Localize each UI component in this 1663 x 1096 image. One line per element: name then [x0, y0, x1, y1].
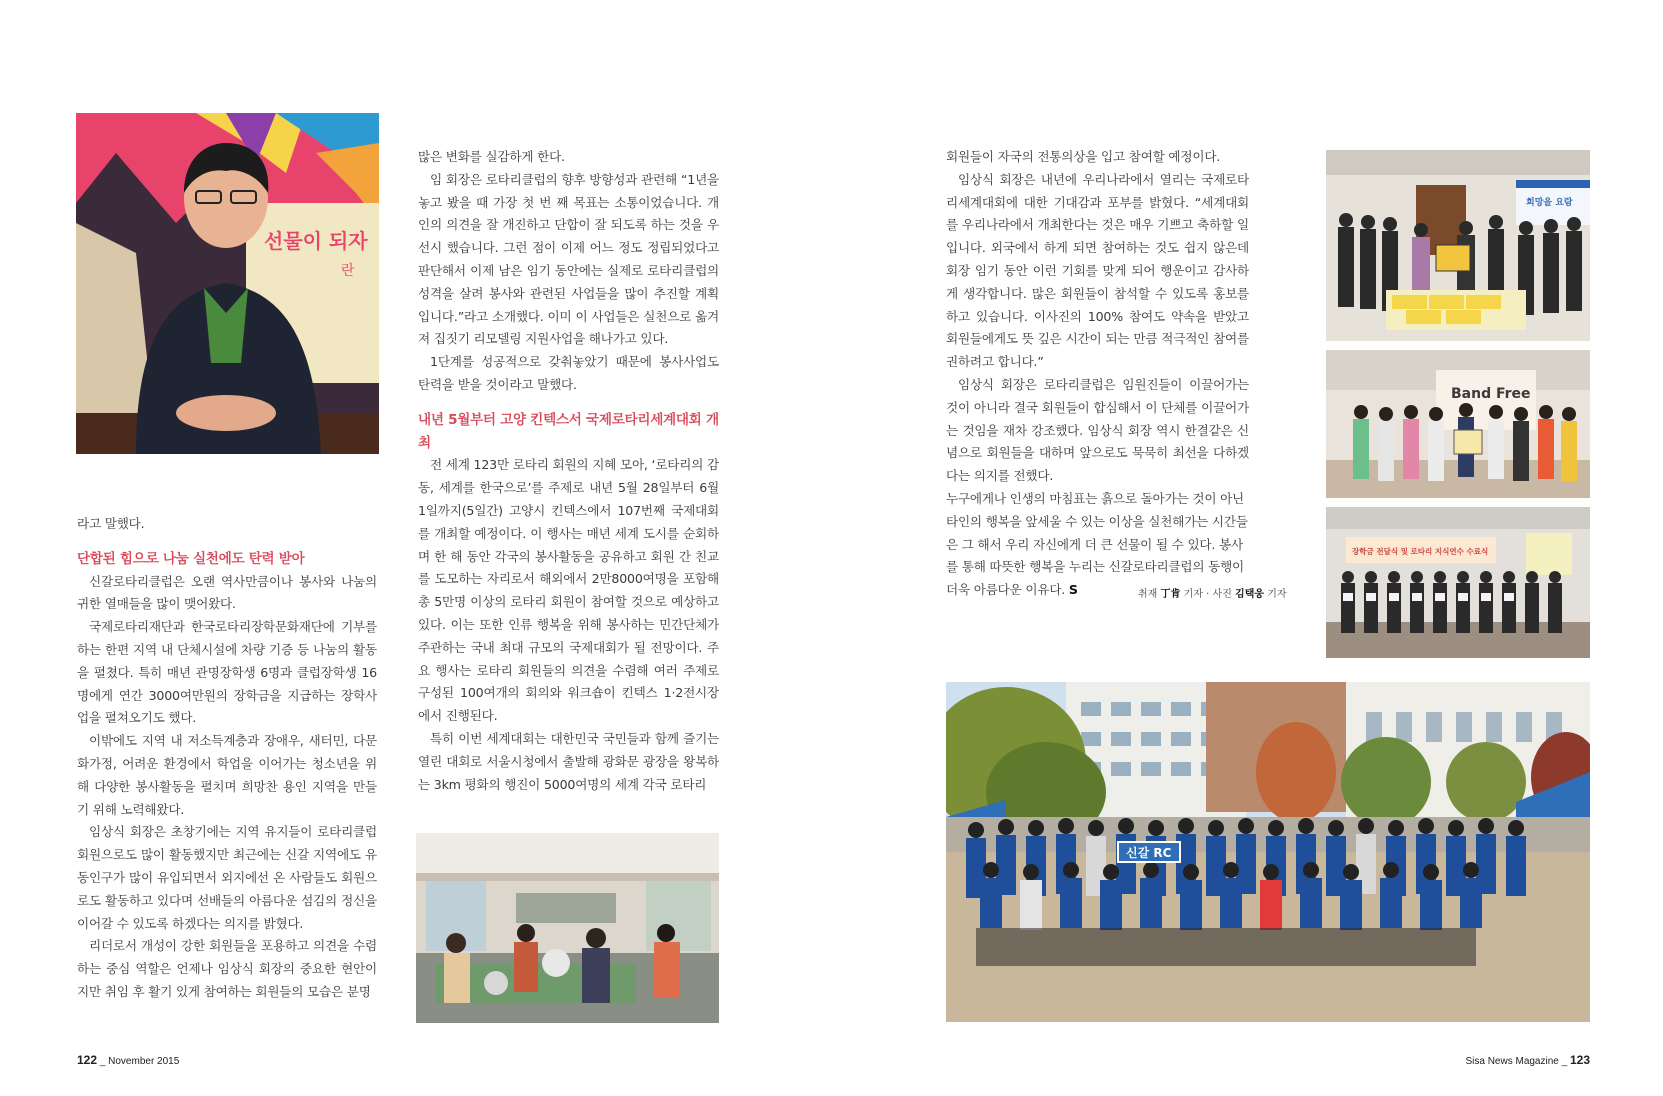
paragraph: 임 회장은 로타리클럽의 향후 방향성과 관련해 “1년을 놓고 봤을 때 가장 첫 번 째 목표는 소통이었습니다. 개인의 의견을 잘 개진하고 단합이 잘 되도록 하는 것을 우선시 했습니다. 그런 점이 이제 어느 정도 정립되었다고 판단해서 이제 남은 임기 동안에는 실제로 로타리클럽의 성격을 살려 봉사와 관련된 사업들을 많이 추진할 계획입니다.”라고 소개했다. 이미 이 사업들은 실천으로 옮겨져 집짓기 리모델링 지원사업을 해나가고 있다.: [418, 171, 719, 347]
footer-right-text: Sisa News Magazine _: [1465, 1056, 1570, 1067]
article-column-left: [77, 513, 377, 1004]
credit-suffix: 기자: [1264, 589, 1287, 600]
band-free-banner: Band Free: [1451, 386, 1531, 402]
banner-text: 희망을 요람: [1526, 198, 1573, 208]
sign-text: 선물이 되자: [264, 229, 368, 253]
paragraph: 신갈로타리클럽은 오랜 역사만큼이나 봉사와 나눔의 귀한 열매들을 많이 맺어왔다.: [77, 573, 377, 612]
paragraph: 리더로서 개성이 강한 회원들을 포용하고 의견을 수렴하는 중심 역할은 언제나 임상식 회장의 중요한 현안이지만 취임 후 활기 있게 참여하는 회원들의 모습은 분명: [77, 938, 377, 999]
page-number-left: 122: [77, 1053, 98, 1067]
paragraph: 임상식 회장은 로타리클럽은 임원진들이 이끌어가는 것이 아니라 결국 회원들이 합심해서 이 단체를 이끌어가는 것임을 재차 강조했다. 임상식 회장 역시 한결같은 신념으로 회원들을 대하며 앞으로도 묵묵히 최선을 다하겠다는 의지를 전했다.: [946, 376, 1249, 484]
donation-ceremony-photo: [1326, 150, 1590, 341]
portrait-photo: [76, 113, 379, 454]
paragraph: 임상식 회장은 초창기에는 지역 유지들이 로타리클럽 회원으로도 많이 활동했지만 최근에는 신갈 지역에도 유동인구가 많이 유입되면서 외지에선 온 사람들도 회원으로도 활동하고 있다며 선배들의 아름다운 섬김의 정신을 이어갈 수 있도록 하겠다는 의지를 밝혔다.: [77, 824, 377, 931]
credit-mid: 기자 · 사진: [1180, 589, 1236, 600]
group-photo: [946, 682, 1590, 1022]
footer-left-text: _ November 2015: [97, 1056, 180, 1067]
article-column-right: [946, 146, 1249, 602]
credit-prefix: 취재: [1138, 589, 1161, 600]
paragraph: 회원들이 자국의 전통의상을 입고 참여할 예정이다.: [946, 149, 1221, 164]
footer-left: [77, 1053, 179, 1067]
section-heading-convention: 내년 5월부터 고양 킨텍스서 국제로타리세계대회 개최: [418, 411, 719, 451]
sign-subtext: 란: [341, 263, 355, 279]
paragraph: 많은 변화를 실감하게 한다.: [418, 149, 565, 164]
paragraph: 이밖에도 지역 내 저소득계층과 장애우, 새터민, 다문화가정, 어려운 환경에서 학업을 이어가는 청소년을 위해 다양한 봉사활동을 펼치며 희망찬 용인 지역을 만들기 위해 노력해왔다.: [77, 733, 377, 817]
article-column-middle: [418, 146, 719, 796]
footer-right: [1465, 1053, 1590, 1067]
end-mark: S: [1068, 582, 1078, 598]
credit-writer: 丁肯: [1160, 589, 1181, 600]
closing-paragraph: 누구에게나 인생의 마침표는 흙으로 돌아가는 것이 아닌 타인의 행복을 앞세울 수 있는 이상을 실천해가는 시간들은 그 해서 우리 자신에게 더 큰 선물이 될 수 있다. 봉사를 통해 따뜻한 행복을 누리는 신갈로타리클럽의 동행이 더욱 아름다운 이유다.: [946, 490, 1248, 598]
page-number-right: 123: [1569, 1053, 1590, 1067]
byline: [1138, 585, 1287, 600]
paragraph: 1단계를 성공적으로 갖춰놓았기 때문에 봉사사업도 탄력을 받을 것이라고 말했다.: [418, 354, 719, 392]
section-heading-unity: 단합된 힘으로 나눔 실천에도 탄력 받아: [77, 550, 305, 567]
paragraph: 국제로타리재단과 한국로타리장학문화재단에 기부를 하는 한편 지역 내 단체시설에 차량 기증 등 나눔의 활동을 펼쳤다. 특히 매년 관명장학생 6명과 클럽장학생 16명에게 연간 3000여만원의 장학금을 지급하는 장학사업을 펼쳐오기도 했다.: [77, 619, 377, 726]
scholarship-ceremony-photo: [1326, 507, 1590, 658]
paragraph: 특히 이번 세계대회는 대한민국 국민들과 함께 즐기는 열린 대회로 서울시청에서 출발해 광화문 광장을 왕복하는 3km 평화의 행진이 5000여명의 세계 각국 로타리: [418, 730, 719, 792]
scholarship-banner: 장학금 전달식 및 로타리 지식연수 수료식: [1352, 547, 1489, 556]
continued-text: 라고 말했다.: [77, 516, 145, 531]
group-sign: 신갈 RC: [1126, 846, 1172, 860]
paragraph: 임상식 회장은 내년에 우리나라에서 열리는 국제로타리세계대회에 대한 기대감과 포부를 밝혔다. “세계대회를 우리나라에서 개최한다는 것은 매우 기쁘고 축하할 일입니다. 외국에서 하게 되면 참여하는 것도 쉽지 않은데 회장 임기 동안 이런 기회를 맞게 되어 행운이고 감사하게 생각합니다. 많은 회원들이 참석할 수 있도록 홍보를 하고 있습니다. 이사진의 100% 참여도 약속을 받았고 회원들에게도 뜻 깊은 시간이 되는 만큼 적극적인 참여를 권하려고 합니다.”: [946, 171, 1249, 370]
paragraph: 전 세계 123만 로타리 회원의 지혜 모아, ‘로타리의 감동, 세계를 한국으로’를 주제로 내년 5월 28일부터 6월 1일까지(5일간) 고양시 킨텍스에서 107번째 국제대회를 개최할 예정이다. 이 행사는 매년 세계 도시를 순회하며 한 해 동안 각국의 봉사활동을 공유하고 회원 간 친교를 도모하는 자리로서 해외에서 2만8000여명을 포함해 총 5만명 이상의 로타리 회원이 참여할 것으로 예상하고 있다. 이는 또한 인류 행복을 위해 봉사하는 민간단체가 주관하는 국내 최대 규모의 국제대회가 될 전망이다. 주요 행사는 로타리 회원들의 의견을 수렴해 여러 주제로 구성된 100여개의 회의와 워크숍이 킨텍스 1·2전시장에서 진행된다.: [418, 457, 719, 724]
paragraph: [946, 491, 1248, 597]
kitchen-volunteer-photo: [416, 833, 719, 1023]
award-photo: [1326, 350, 1590, 498]
credit-photographer: 김택웅: [1235, 589, 1265, 600]
